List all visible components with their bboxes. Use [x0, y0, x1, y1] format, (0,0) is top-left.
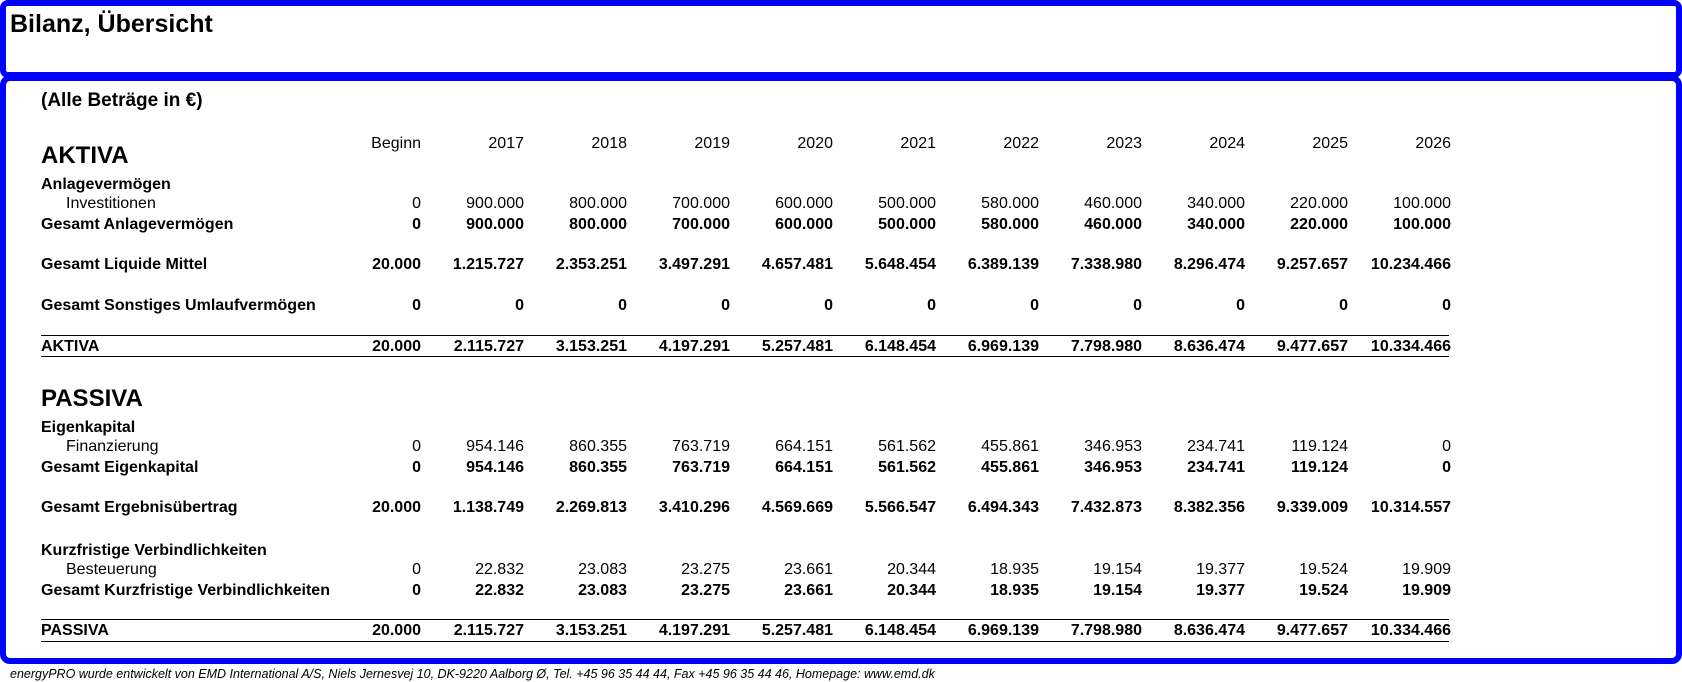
table-cell: 954.146 [466, 438, 524, 455]
table-cell: 664.151 [775, 438, 833, 455]
table-cell: 19.909 [1402, 561, 1451, 578]
table-cell: 4.569.669 [761, 499, 833, 516]
table-cell: 0 [1442, 459, 1451, 476]
table-cell: 455.861 [981, 438, 1039, 455]
table-cell: 119.124 [1291, 438, 1348, 455]
table-cell: 0 [412, 582, 421, 599]
table-cell: 0 [1442, 438, 1451, 455]
table-cell: 20.000 [372, 622, 421, 639]
item-label: Besteuerung [66, 561, 157, 578]
table-cell: 800.000 [569, 216, 627, 233]
item-label: Investitionen [66, 195, 156, 212]
table-cell: 10.334.466 [1370, 338, 1451, 355]
table-cell: 5.566.547 [864, 499, 936, 516]
column-header: 2020 [797, 135, 833, 152]
rule-line [41, 619, 1449, 620]
table-cell: 0 [1030, 297, 1039, 314]
table-cell: 23.661 [784, 582, 833, 599]
table-cell: 7.338.980 [1070, 256, 1142, 273]
table-cell: 220.000 [1290, 216, 1348, 233]
table-cell: 10.234.466 [1370, 256, 1451, 273]
table-cell: 20.000 [372, 499, 421, 516]
table-cell: 100.000 [1393, 195, 1451, 212]
table-cell: 19.524 [1299, 582, 1348, 599]
table-cell: 6.389.139 [967, 256, 1039, 273]
column-header: 2022 [1003, 135, 1039, 152]
table-cell: 2.115.727 [453, 622, 524, 639]
table-cell: 763.719 [672, 438, 730, 455]
table-cell: 23.275 [681, 561, 730, 578]
table-cell: 0 [412, 561, 421, 578]
table-cell: 455.861 [981, 459, 1039, 476]
table-cell: 5.257.481 [761, 338, 833, 355]
table-cell: 0 [412, 216, 421, 233]
table-cell: 346.953 [1084, 459, 1142, 476]
table-cell: 5.648.454 [864, 256, 936, 273]
column-header: 2019 [694, 135, 730, 152]
table-cell: 4.197.291 [658, 338, 730, 355]
table-cell: 2.353.251 [555, 256, 627, 273]
grand-total-label: AKTIVA [41, 338, 100, 355]
section-heading: PASSIVA [41, 385, 143, 412]
section-heading: AKTIVA [41, 142, 129, 169]
table-cell: 561.562 [878, 459, 936, 476]
table-cell: 561.562 [878, 438, 936, 455]
table-cell: 19.377 [1196, 561, 1245, 578]
table-cell: 19.154 [1093, 582, 1142, 599]
column-header: 2017 [488, 135, 524, 152]
table-cell: 2.115.727 [453, 338, 524, 355]
table-cell: 580.000 [981, 195, 1039, 212]
table-cell: 8.296.474 [1173, 256, 1245, 273]
column-header: Beginn [371, 135, 421, 152]
total-label: Gesamt Ergebnisübertrag [41, 499, 238, 516]
table-cell: 340.000 [1187, 195, 1245, 212]
total-label: Gesamt Eigenkapital [41, 459, 199, 476]
table-cell: 22.832 [475, 561, 524, 578]
table-cell: 9.339.009 [1276, 499, 1348, 516]
table-cell: 0 [1339, 297, 1348, 314]
group-heading: Anlagevermögen [41, 176, 171, 193]
table-cell: 0 [618, 297, 627, 314]
table-cell: 18.935 [990, 561, 1039, 578]
table-cell: 8.636.474 [1173, 622, 1245, 639]
table-cell: 10.334.466 [1370, 622, 1451, 639]
column-header: 2018 [591, 135, 627, 152]
rule-line [41, 356, 1449, 357]
table-cell: 460.000 [1084, 216, 1142, 233]
table-cell: 2.269.813 [555, 499, 627, 516]
table-cell: 763.719 [672, 459, 730, 476]
title-panel [0, 0, 1682, 78]
table-cell: 18.935 [990, 582, 1039, 599]
table-cell: 0 [927, 297, 936, 314]
table-cell: 340.000 [1187, 216, 1245, 233]
grand-total-label: PASSIVA [41, 622, 109, 639]
table-cell: 7.798.980 [1070, 622, 1142, 639]
table-cell: 3.410.296 [658, 499, 730, 516]
total-label: Gesamt Sonstiges Umlaufvermögen [41, 297, 316, 314]
table-cell: 23.661 [784, 561, 833, 578]
column-header: 2025 [1312, 135, 1348, 152]
table-cell: 580.000 [981, 216, 1039, 233]
table-cell: 23.275 [681, 582, 730, 599]
total-label: Gesamt Liquide Mittel [41, 256, 208, 273]
table-cell: 9.477.657 [1276, 338, 1348, 355]
table-cell: 0 [412, 438, 421, 455]
column-header: 2021 [900, 135, 936, 152]
table-cell: 0 [721, 297, 730, 314]
table-cell: 6.148.454 [864, 622, 936, 639]
table-cell: 800.000 [569, 195, 627, 212]
table-cell: 19.154 [1093, 561, 1142, 578]
table-cell: 5.257.481 [761, 622, 833, 639]
table-cell: 6.969.139 [967, 622, 1039, 639]
table-cell: 700.000 [672, 216, 730, 233]
table-cell: 19.377 [1196, 582, 1245, 599]
table-cell: 860.355 [569, 438, 627, 455]
page-title: Bilanz, Übersicht [10, 10, 213, 38]
column-header: 2026 [1415, 135, 1451, 152]
table-cell: 20.000 [372, 338, 421, 355]
table-cell: 20.000 [372, 256, 421, 273]
table-cell: 3.153.251 [555, 338, 627, 355]
table-cell: 860.355 [569, 459, 627, 476]
table-cell: 0 [1236, 297, 1245, 314]
table-cell: 0 [412, 297, 421, 314]
amounts-note: (Alle Beträge in €) [41, 90, 203, 111]
table-cell: 9.477.657 [1276, 622, 1348, 639]
table-cell: 1.215.727 [452, 256, 524, 273]
table-cell: 119.124 [1291, 459, 1348, 476]
table-cell: 0 [1442, 297, 1451, 314]
group-heading: Kurzfristige Verbindlichkeiten [41, 542, 267, 559]
column-header: 2023 [1106, 135, 1142, 152]
table-cell: 7.798.980 [1070, 338, 1142, 355]
table-cell: 3.153.251 [555, 622, 627, 639]
table-cell: 220.000 [1290, 195, 1348, 212]
table-cell: 19.909 [1402, 582, 1451, 599]
group-heading: Eigenkapital [41, 419, 136, 436]
table-cell: 500.000 [878, 195, 936, 212]
table-cell: 234.741 [1187, 438, 1245, 455]
column-header: 2024 [1209, 135, 1245, 152]
table-cell: 8.382.356 [1173, 499, 1245, 516]
table-cell: 8.636.474 [1173, 338, 1245, 355]
table-cell: 600.000 [775, 216, 833, 233]
table-cell: 0 [412, 195, 421, 212]
table-cell: 460.000 [1084, 195, 1142, 212]
table-cell: 346.953 [1084, 438, 1142, 455]
total-label: Gesamt Anlagevermögen [41, 216, 234, 233]
table-cell: 100.000 [1393, 216, 1451, 233]
table-cell: 600.000 [775, 195, 833, 212]
table-cell: 900.000 [466, 216, 524, 233]
table-cell: 4.197.291 [658, 622, 730, 639]
rule-line [41, 641, 1449, 642]
table-cell: 23.083 [578, 561, 627, 578]
table-cell: 20.344 [887, 582, 936, 599]
table-cell: 234.741 [1187, 459, 1245, 476]
table-cell: 4.657.481 [761, 256, 833, 273]
table-cell: 20.344 [887, 561, 936, 578]
footer-credit: energyPRO wurde entwickelt von EMD International A/S, Niels Jernesvej 10, DK-9220 Aalborg Ø, Tel. +45 96 35 44 44, Fax +45 96 35 44 46, Homepage: www.emd.dk [10, 667, 935, 681]
table-cell: 10.314.557 [1370, 499, 1451, 516]
table-cell: 9.257.657 [1276, 256, 1348, 273]
table-cell: 900.000 [466, 195, 524, 212]
table-cell: 22.832 [475, 582, 524, 599]
table-cell: 3.497.291 [658, 256, 730, 273]
table-cell: 6.969.139 [967, 338, 1039, 355]
table-cell: 664.151 [775, 459, 833, 476]
total-label: Gesamt Kurzfristige Verbindlichkeiten [41, 582, 330, 599]
table-cell: 0 [1133, 297, 1142, 314]
table-cell: 23.083 [578, 582, 627, 599]
table-cell: 1.138.749 [452, 499, 524, 516]
table-cell: 6.494.343 [967, 499, 1039, 516]
table-cell: 700.000 [672, 195, 730, 212]
rule-line [41, 335, 1449, 336]
item-label: Finanzierung [66, 438, 159, 455]
table-cell: 954.146 [466, 459, 524, 476]
table-cell: 6.148.454 [864, 338, 936, 355]
table-cell: 0 [412, 459, 421, 476]
table-cell: 7.432.873 [1070, 499, 1142, 516]
table-cell: 500.000 [878, 216, 936, 233]
table-cell: 0 [824, 297, 833, 314]
table-cell: 19.524 [1299, 561, 1348, 578]
table-cell: 0 [515, 297, 524, 314]
